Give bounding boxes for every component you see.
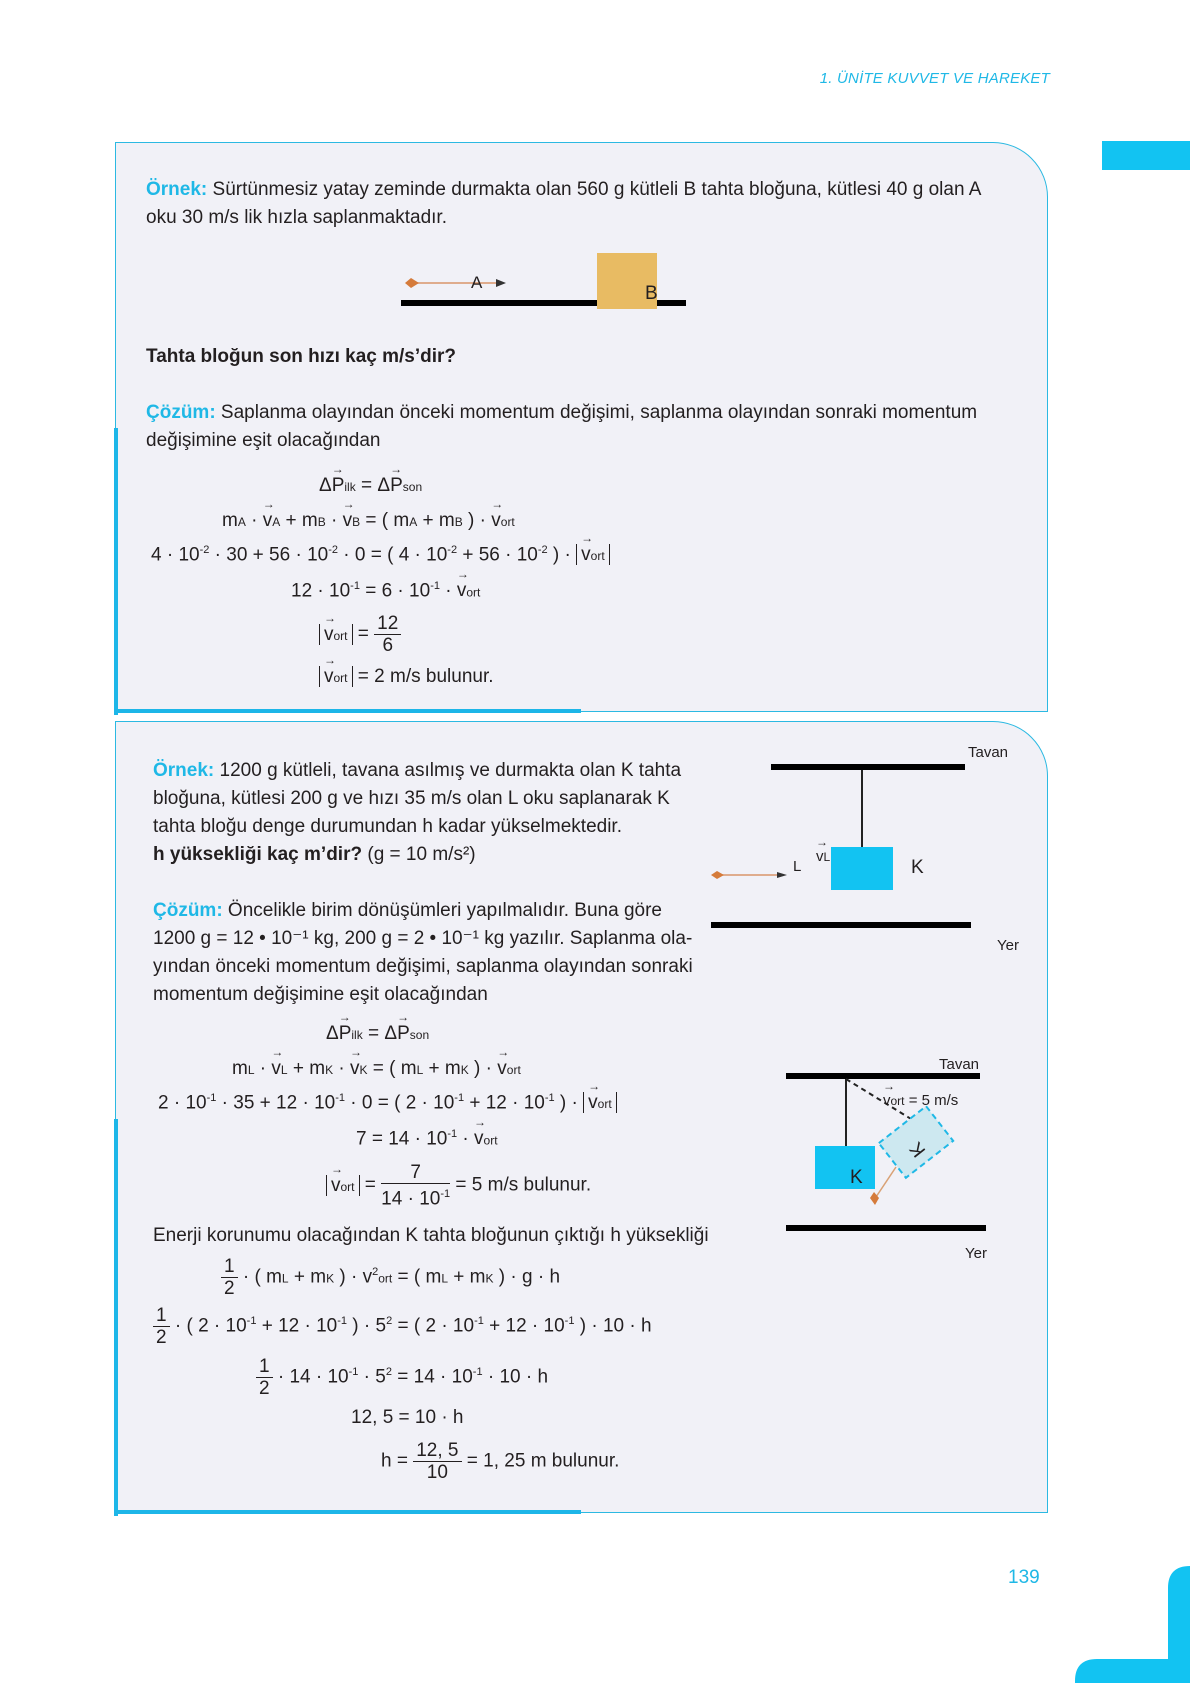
example-box-1 [115,142,1048,712]
accent-bar [114,428,118,715]
example-1-text: Örnek: Sürtünmesiz yatay zeminde durmakta olan 560 g kütleli B tahta bloğuna, kütlesi 40 g olan A oku 30 m/s lik hızla saplanmaktadır. [146,179,981,228]
equation: mA · → vA + mB · → vB = ( mA + mB ) · → vort [222,510,515,532]
equation: → vort = $\frac{12}{6}$ [319,613,401,656]
example-1-question: Tahta bloğun son hızı kaç m/s’dir? [146,346,457,367]
accent-bar [114,1119,118,1516]
velocity-label: → vL [816,848,830,865]
side-tab-marker [1102,141,1190,170]
block-label-k: K [850,1167,863,1188]
page-number: 139 [1008,1567,1040,1588]
equation: h = $\frac{12, 5}{10}$ = 1, 25 m bulunur. [381,1440,620,1483]
pendulum-diagram-before [711,752,971,932]
equation: $7 = 14 \cdot 10^{-1}$ · → vort [356,1128,498,1150]
equation: $2 \cdot 10^{-1} \cdot 35 + 12 \cdot 10^{-1} \cdot 0$ = ( $2 \cdot 10^{-1} + 12 \cdot 10^{-1}$ ) · → vort [158,1092,617,1114]
floor-label: Yer [997,937,1019,954]
block-label-b: B [645,283,658,304]
block-label-k: K [911,857,924,878]
equation: → vort = 2 m/s bulunur. [319,666,494,688]
accent-bar [114,1510,581,1514]
floor-label: Yer [965,1245,987,1262]
accent-bar [114,709,581,713]
example-2-solution: Çözüm: Öncelikle birim dönüşümleri yapılmalıdır. Buna göre 1200 g = 12 • 10⁻¹ kg, 200 g = 2 • 10⁻¹ kg yazılır. Saplanma ola- yından önceki momentum değişimi, saplanma olayından sonraki momentum değişimine eşit olacağından [153,900,693,1005]
equation: $\frac{1}{2}$ · $14 \cdot 10^{-1} \cdot 5^2 = 14 \cdot 10^{-1} \cdot 10 \cdot h$ [256,1356,548,1399]
example-2-question: h yüksekliği kaç m’dir? [153,844,363,865]
ceiling-label: Tavan [939,1056,980,1073]
corner-decoration [1075,1566,1190,1683]
equation: $\frac{1}{2}$ · ( mL + mK ) · $v^2ort$ = ( mL + mK ) · g · h [221,1256,560,1299]
arrow-label-l: L [793,858,802,875]
example-label: Örnek: [146,179,208,200]
unit-header: 1. ÜNİTE KUVVET VE HAREKET [819,70,1050,87]
equation: $4 \cdot 10^{-2} \cdot 30 + 56 \cdot 10^{-2} \cdot 0$ = ( $4 \cdot 10^{-2} + 56 \cdot 10^{-2}$ ) · → vort [151,544,610,566]
example-2-text: Örnek: 1200 g kütleli, tavana asılmış ve durmakta olan K tahta bloğuna, kütlesi 200 g ve hızı 35 m/s olan L oku saplanarak K tahta bloğu denge durumundan h kadar yükselmektedir. h yüksekliği kaç m’dir? (g = 10 m/s²) [153,760,682,865]
velocity-label: → vort = 5 m/s [883,1092,958,1109]
block-label-k-rotated: K [905,1137,931,1161]
equation: mL · → vL + mK · → vK = ( mL + mK ) · → vort [232,1058,521,1080]
equation: → vort = $\frac{7}{14 \cdot 10^{-1}}$ = 5 m/s bulunur. [326,1162,591,1209]
equation: Δ→ Pilk = Δ→ Pson [319,475,422,497]
equation: Δ→ Pilk = Δ→ Pson [326,1023,429,1045]
equation: $\frac{1}{2}$ · ( $2 \cdot 10^{-1} + 12 \cdot 10^{-1}$ ) · $5^2$ = ( $2 \cdot 10^{-1} + 12 \cdot 10^{-1}$ ) · 10 · h [153,1305,652,1348]
arrow-label-a: A [471,273,483,292]
example-1-solution: Çözüm: Saplanma olayından önceki momentum değişimi, saplanma olayından sonraki momentum değişimine eşit olacağından [146,402,978,451]
equation: $12 \cdot 10^{-1} = 6 \cdot 10^{-1}$ · → vort [291,580,480,602]
equation: 12, 5 = 10 · h [351,1407,464,1428]
energy-intro: Enerji korunumu olacağından K tahta bloğunun çıktığı h yüksekliği [153,1225,709,1246]
example-box-2 [115,721,1048,1513]
ceiling-label: Tavan [968,744,1009,761]
